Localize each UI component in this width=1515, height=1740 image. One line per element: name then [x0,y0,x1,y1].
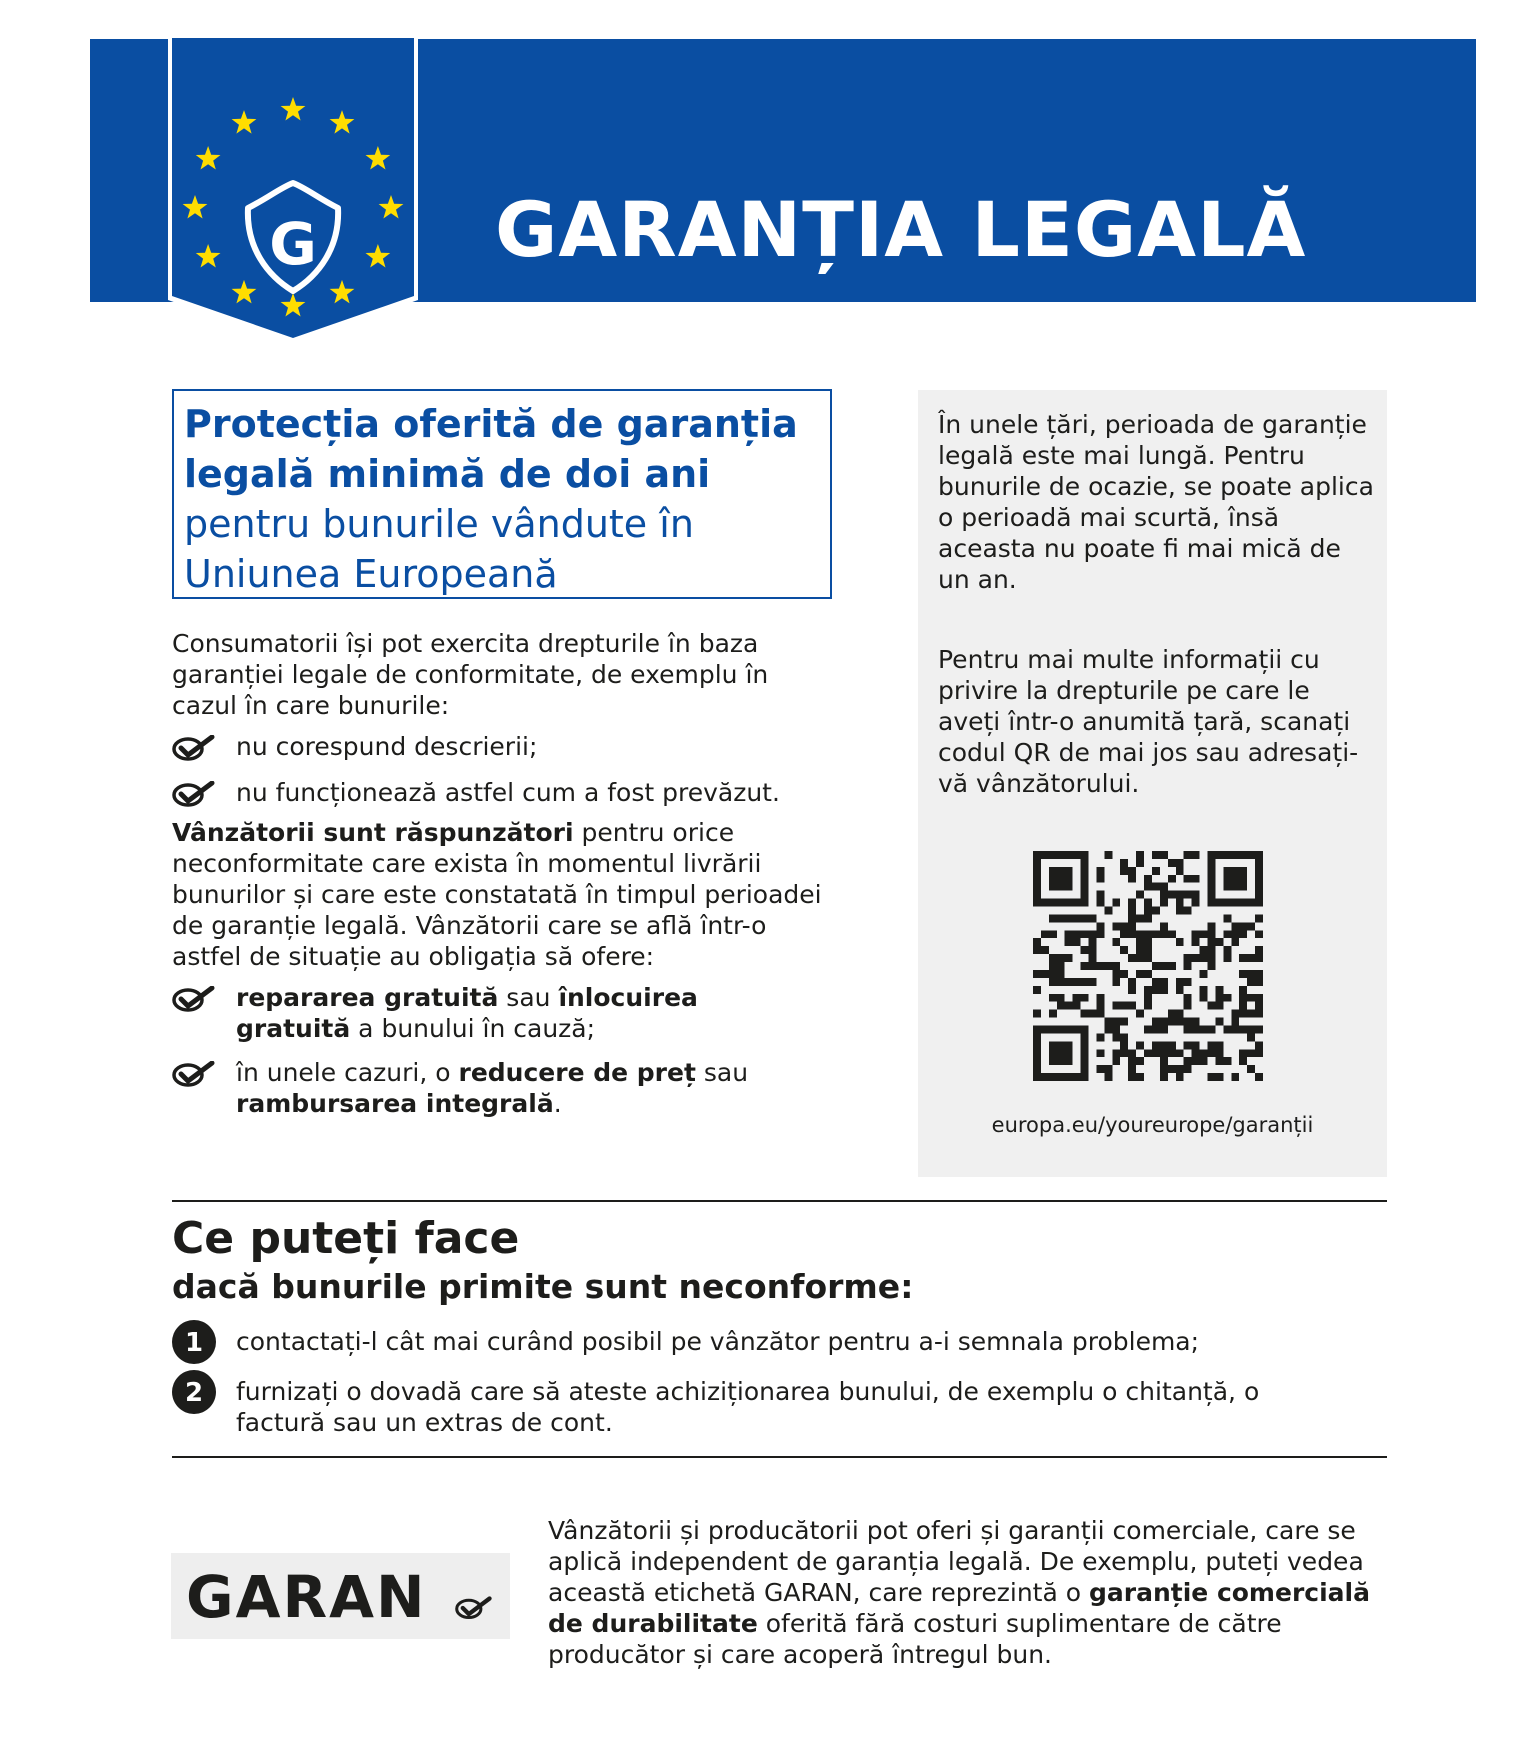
intro-heading-bold: Protecția oferită de garanția legală minimă de doi ani [184,402,798,496]
checkmark-icon [455,1595,493,1621]
checkmark-icon [172,735,216,761]
divider [172,1456,1387,1458]
step-item [172,1320,1392,1364]
list-item [172,1057,852,1119]
step-item [172,1370,1392,1438]
sellers-responsible: Vânzătorii sunt răspunzători [172,818,574,847]
bullet-text: nu corespund descrierii; [236,732,538,761]
list-item [172,982,852,1044]
step-text: contactați-l cât mai curând posibil pe vânzător pentru a-i semnala problema; [236,1327,1200,1356]
panel-text-countries: În unele țări, perioada de garanție legală este mai lungă. Pentru bunurile de ocazie, se poate aplica o perioadă mai scurtă, însă aceasta nu poate fi mai mică de un an. [938,410,1374,594]
checkmark-icon [172,986,216,1012]
list-item [172,731,872,762]
list-item [172,777,872,808]
rights-paragraph: Consumatorii își pot exercita drepturile în baza garanției legale de conformitate, de exemplu în cazul în care bunurile: [172,629,769,720]
intro-heading-regular: pentru bunurile vândute în Uniunea Europeană [184,502,694,596]
eu-guarantee-emblem [168,38,418,344]
emblem-letter: G [269,210,317,278]
bullet-text: în unele cazuri, o reducere de preț sau rambursarea integrală. [236,1058,749,1118]
svg-text:2: 2 [184,1378,204,1408]
step-number-icon [172,1370,216,1414]
europa-link[interactable]: europa.eu/youreurope/garanții [991,1113,1314,1137]
svg-text:1: 1 [184,1328,204,1358]
section-title: Ce puteți face [172,1213,520,1264]
bullet-text: nu funcționează astfel cum a fost prevăzut. [236,778,780,807]
page-title: GARANȚIA LEGALĂ [495,185,1307,274]
bullet-text: repararea gratuită sau înlocuirea gratuită a bunului în cauză; [236,983,698,1043]
intro-heading-box [172,389,832,599]
section-subtitle: dacă bunurile primite sunt neconforme: [172,1267,914,1306]
seller-obligations-paragraph: Vânzătorii sunt răspunzători pentru orice neconformitate care exista în momentul livrării bunurilor și care este constatată în timpul perioadei de garanție legală. Vânzătorii care se află într-o astfel de situație au obligația să ofere: [172,818,822,971]
panel-text-more-info: Pentru mai multe informații cu privire la drepturile pe care le aveți într-o anumită țară, scanați codul QR de mai jos sau adresați-vă vânzătorului. [938,645,1359,798]
garan-label: GARAN [186,1563,427,1631]
step-number-icon [172,1320,216,1364]
qr-code-icon[interactable] [1018,851,1278,1081]
checkmark-icon [172,781,216,807]
divider [172,1200,1387,1202]
commercial-guarantee-text: Vânzătorii și producătorii pot oferi și garanții comerciale, care se aplică independent de garanția legală. De exemplu, puteți vedea această etichetă GARAN, care reprezintă o garanție comercială de durabilitate oferită fără costuri suplimentare de către producător și care acoperă întregul bun. [548,1516,1370,1669]
step-text: furnizați o dovadă care să ateste achiziționarea bunului, de exemplu o chitanță, o factură sau un extras de cont. [236,1377,1260,1437]
checkmark-icon [172,1061,216,1087]
